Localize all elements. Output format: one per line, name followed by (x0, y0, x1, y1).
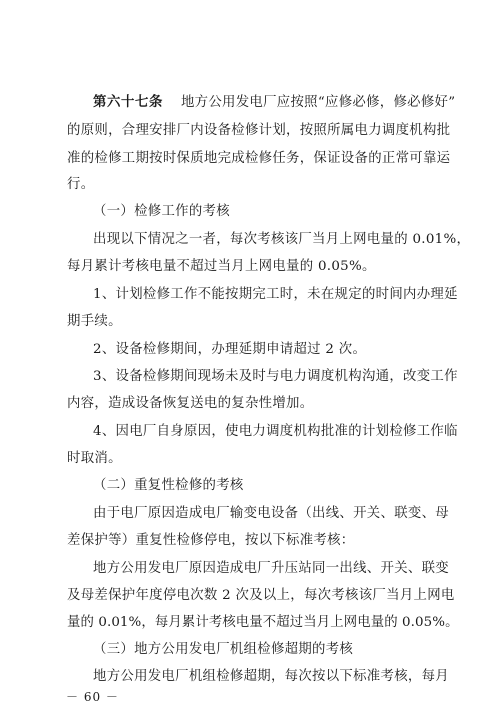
section2-p1-a: 由于电厂原因造成电厂输变电设备（出线、开关、联变、母 (93, 506, 449, 521)
page-number: － 60 － (66, 690, 119, 704)
section1-item4-b: 时取消。 (67, 451, 122, 466)
section3-p1-a: 地方公用发电厂机组检修超期，每次按以下标准考核，每月 (93, 669, 449, 684)
section1-item4-a: 4、因电厂自身原因，使电力调度机构批准的计划检修工作临 (93, 424, 458, 439)
section2-p2-b: 及母差保护年度停电次数 2 次及以上，每次考核该厂当月上网电 (67, 588, 455, 603)
section2-p2-a: 地方公用发电厂原因造成电厂升压站同一出线、开关、联变 (93, 561, 449, 576)
section1-item1-a: 1、计划检修工作不能按期完工时，未在规定的时间内办理延 (93, 287, 458, 302)
section1-item3-a: 3、设备检修期间现场未及时与电力调度机构沟通，改变工作 (93, 369, 458, 384)
article-line1-text: 地方公用发电厂应按照“应修必修，修必修好” (180, 95, 456, 110)
section1-item2: 2、设备检修期间，办理延期申请超过 2 次。 (93, 342, 367, 357)
article-line-4: 行。 (67, 177, 95, 192)
section2-title: （二）重复性检修的考核 (93, 478, 244, 493)
article-line-3: 准的检修工期按时保质地完成检修任务，保证设备的正常可靠运 (67, 151, 451, 166)
section1-item3-b: 内容，造成设备恢复送电的复杂性增加。 (67, 396, 314, 411)
section1-item1-b: 期手续。 (67, 314, 122, 329)
section3-title: （三）地方公用发电厂机组检修超期的考核 (93, 642, 354, 657)
section1-intro-1: 出现以下情况之一者，每次考核该厂当月上网电量的 0.01%， (93, 232, 471, 247)
section1-intro-2: 每月累计考核电量不超过当月上网电量的 0.05%。 (67, 259, 376, 274)
section2-p2-c: 量的 0.01%，每月累计考核电量不超过当月上网电量的 0.05%。 (67, 615, 459, 630)
article-line-2: 的原则，合理安排厂内设备检修计划，按照所属电力调度机构批 (67, 123, 451, 138)
article-line-1 (93, 94, 455, 112)
article-heading: 第六十七条 (93, 95, 163, 110)
section2-p1-b: 差保护等）重复性检修停电，按以下标准考核： (67, 533, 355, 548)
section1-title: （一）检修工作的考核 (93, 204, 230, 219)
